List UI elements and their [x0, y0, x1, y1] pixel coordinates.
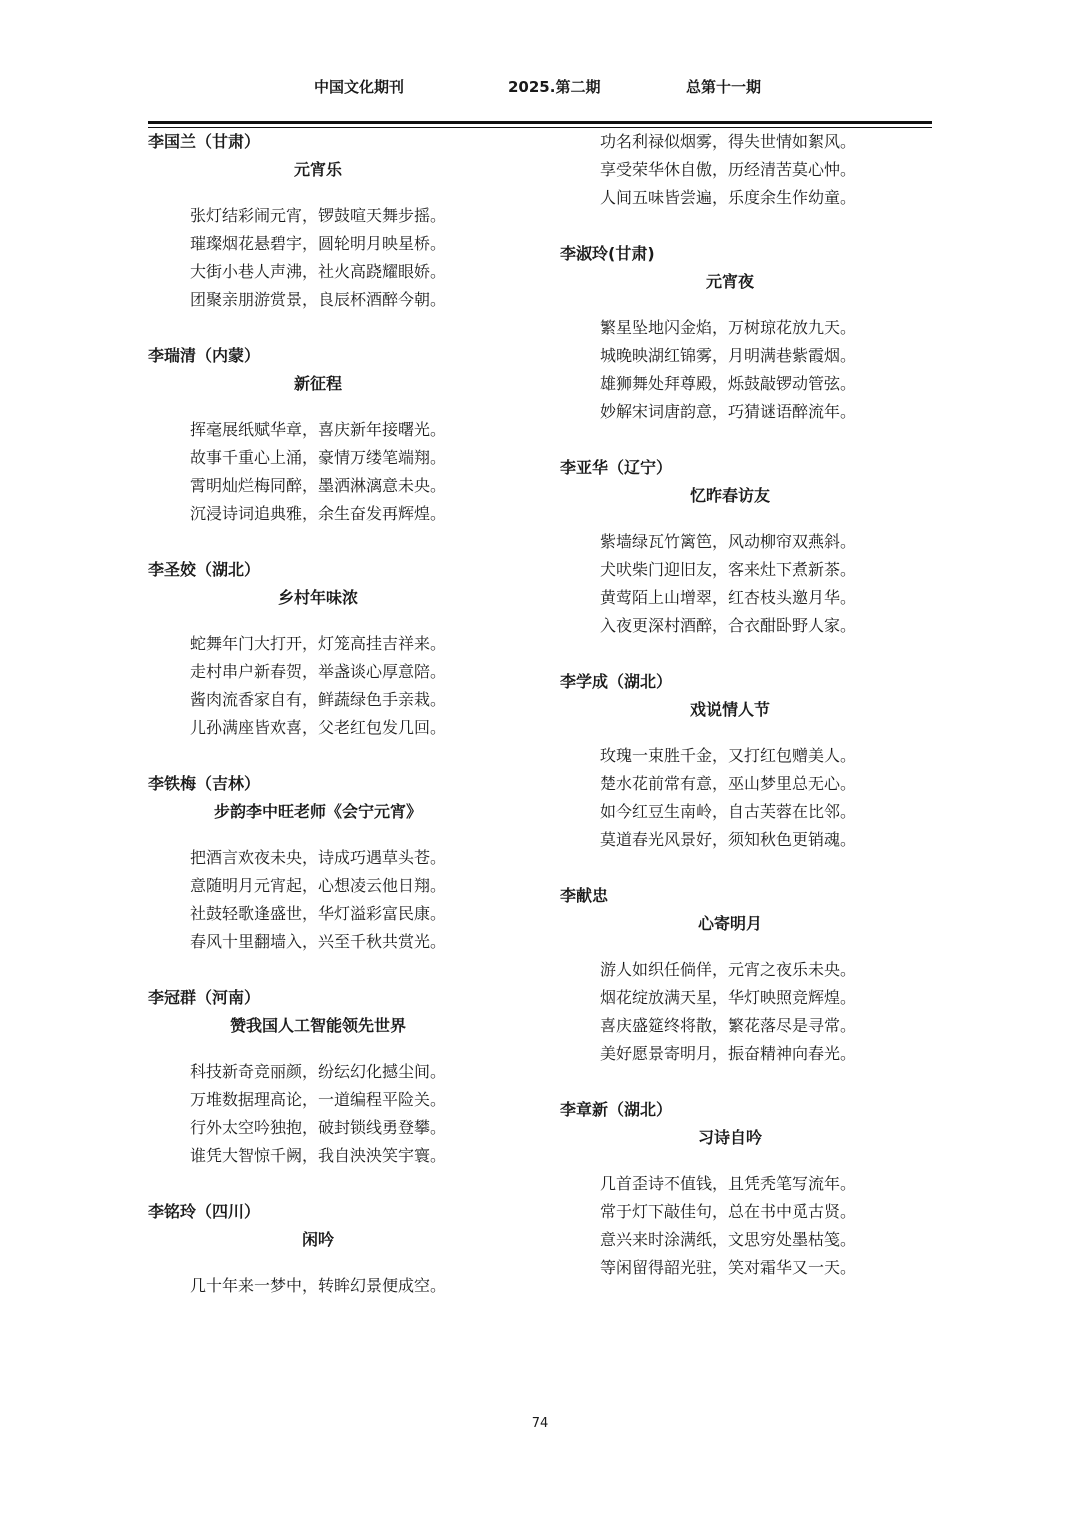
poem-block: [148, 128, 488, 314]
poem-line: 霄明灿烂梅同醉，墨洒淋漓意未央。: [190, 476, 447, 495]
poem-line: 科技新奇竞丽颜，纷纭幻化撼尘间。: [190, 1062, 447, 1081]
poem-line: 张灯结彩闹元宵，锣鼓喧天舞步摇。: [190, 206, 447, 225]
poem-line: 妙解宋词唐韵意，巧猜谜语醉流年。: [600, 402, 857, 421]
poem-author: 李亚华（辽宁）: [560, 458, 673, 477]
poem-title: 习诗自吟: [697, 1128, 762, 1147]
poem-line: 游人如织任倘佯，元宵之夜乐未央。: [600, 960, 857, 979]
poem-line: 功名利禄似烟雾，得失世情如絮风。: [600, 132, 857, 151]
poem-title: 步韵李中旺老师《会宁元宵》: [213, 802, 422, 821]
poem-line: 意兴来时涂满纸，文思穷处墨枯笺。: [600, 1230, 857, 1249]
poem-author: 李铭玲（四川）: [148, 1202, 261, 1221]
poem-block: [560, 1096, 900, 1282]
journal-title: 中国文化期刊: [314, 78, 405, 96]
poem-title: 乡村年味浓: [277, 588, 358, 607]
poem-line: 团聚亲朋游赏景，良辰杯酒醉今朝。: [190, 290, 447, 309]
poem-block: [560, 128, 900, 212]
poem-line: 走村串户新春贺，举盏谈心厚意陪。: [190, 662, 447, 681]
poem-title: 心寄明月: [697, 914, 762, 933]
poem-line: 享受荣华休自傲，历经清苦莫心忡。: [600, 160, 857, 179]
poem-line: 挥毫展纸赋华章，喜庆新年接曙光。: [190, 420, 447, 439]
poem-line: 莫道春光风景好，须知秋色更销魂。: [600, 830, 857, 849]
poem-line: 大街小巷人声沸，社火高跷耀眼娇。: [190, 262, 447, 281]
poem-title: 戏说情人节: [689, 700, 770, 719]
poem-block: [560, 882, 900, 1068]
poem-author: 李国兰（甘肃）: [148, 132, 261, 151]
poem-block: [148, 556, 488, 742]
poem-title: 赞我国人工智能领先世界: [229, 1016, 406, 1035]
poem-line: 入夜更深村酒醉，合衣酣卧野人家。: [600, 616, 857, 635]
poem-author: 李圣姣（湖北）: [148, 560, 261, 579]
poem-line: 儿孙满座皆欢喜，父老红包发几回。: [190, 718, 447, 737]
poem-line: 玫瑰一束胜千金，又打红包赠美人。: [600, 746, 857, 765]
poem-line: 春风十里翻墙入，兴至千秋共赏光。: [190, 932, 447, 951]
poem-title: 新征程: [293, 374, 342, 393]
poem-title: 元宵乐: [293, 160, 342, 179]
poem-block: [148, 342, 488, 528]
poem-author: 李冠群（河南）: [148, 988, 261, 1007]
poem-line: 如今红豆生南岭，自古芙蓉在比邻。: [600, 802, 857, 821]
poem-line: 城晚映湖红锦雾，月明满巷紫霞烟。: [600, 346, 857, 365]
issue-number: 总第十一期: [686, 78, 762, 96]
poem-author: 李淑玲(甘肃): [560, 244, 655, 263]
poem-line: 社鼓轻歌逢盛世，华灯溢彩富民康。: [190, 904, 447, 923]
poem-block: [148, 770, 488, 956]
poem-line: 等闲留得韶光驻，笑对霜华又一天。: [600, 1258, 857, 1277]
poem-line: 璀璨烟花悬碧宇，圆轮明月映星桥。: [190, 234, 447, 253]
poem-title: 元宵夜: [705, 272, 754, 291]
poem-block: [560, 668, 900, 854]
poem-line: 意随明月元宵起，心想凌云他日翔。: [190, 876, 447, 895]
poem-line: 雄狮舞处拜尊殿，烁鼓敲锣动管弦。: [600, 374, 857, 393]
page-number: 74: [531, 1416, 549, 1431]
left-column: [148, 128, 488, 1300]
poem-line: 把酒言欢夜未央，诗成巧遇草头苍。: [190, 848, 447, 867]
poem-line: 紫墙绿瓦竹篱笆，风动柳帘双燕斜。: [600, 532, 857, 551]
header-rule-thick: [148, 121, 932, 124]
right-column: [560, 128, 900, 1282]
poem-line: 行外太空吟独抱，破封锁线勇登攀。: [190, 1118, 447, 1137]
poem-line: 酱肉流香家自有，鲜蔬绿色手亲栽。: [190, 690, 447, 709]
poem-line: 楚水花前常有意，巫山梦里总无心。: [600, 774, 857, 793]
poem-line: 犬吠柴门迎旧友，客来灶下煮新茶。: [600, 560, 857, 579]
poem-line: 几十年来一梦中，转眸幻景便成空。: [190, 1276, 447, 1295]
poem-title: 忆昨春访友: [689, 486, 770, 505]
poem-block: [560, 454, 900, 640]
poem-line: 常于灯下敲佳句，总在书中觅古贤。: [600, 1202, 857, 1221]
poem-line: 故事千重心上涌，豪情万缕笔端翔。: [190, 448, 447, 467]
poem-author: 李瑞清（内蒙）: [148, 346, 261, 365]
poem-line: 繁星坠地闪金焰，万树琼花放九天。: [600, 318, 857, 337]
issue-date: 2025.第二期: [508, 78, 601, 96]
poem-line: 万堆数据理高论，一道编程平险关。: [190, 1090, 447, 1109]
poem-block: [148, 1198, 488, 1300]
poem-block: [148, 984, 488, 1170]
poem-line: 谁凭大智惊千阙，我自泱泱笑宇寰。: [190, 1146, 447, 1165]
poem-author: 李献忠: [560, 886, 609, 905]
poem-line: 人间五味皆尝遍，乐度余生作幼童。: [600, 188, 857, 207]
poem-author: 李铁梅（吉林）: [148, 774, 261, 793]
poem-title: 闲吟: [301, 1230, 334, 1249]
page-header: [0, 76, 1080, 100]
poem-line: 喜庆盛筵终将散，繁花落尽是寻常。: [600, 1016, 857, 1035]
poem-line: 沉浸诗词追典雅，余生奋发再辉煌。: [190, 504, 447, 523]
poem-author: 李章新（湖北）: [560, 1100, 673, 1119]
poem-line: 黄莺陌上山增翠，红杏枝头邀月华。: [600, 588, 857, 607]
poem-block: [560, 240, 900, 426]
poem-line: 烟花绽放满天星，华灯映照竞辉煌。: [600, 988, 857, 1007]
poem-line: 美好愿景寄明月，振奋精神向春光。: [600, 1044, 857, 1063]
poem-author: 李学成（湖北）: [560, 672, 673, 691]
poem-line: 蛇舞年门大打开，灯笼高挂吉祥来。: [190, 634, 447, 653]
poem-line: 几首歪诗不值钱，且凭秃笔写流年。: [600, 1174, 857, 1193]
